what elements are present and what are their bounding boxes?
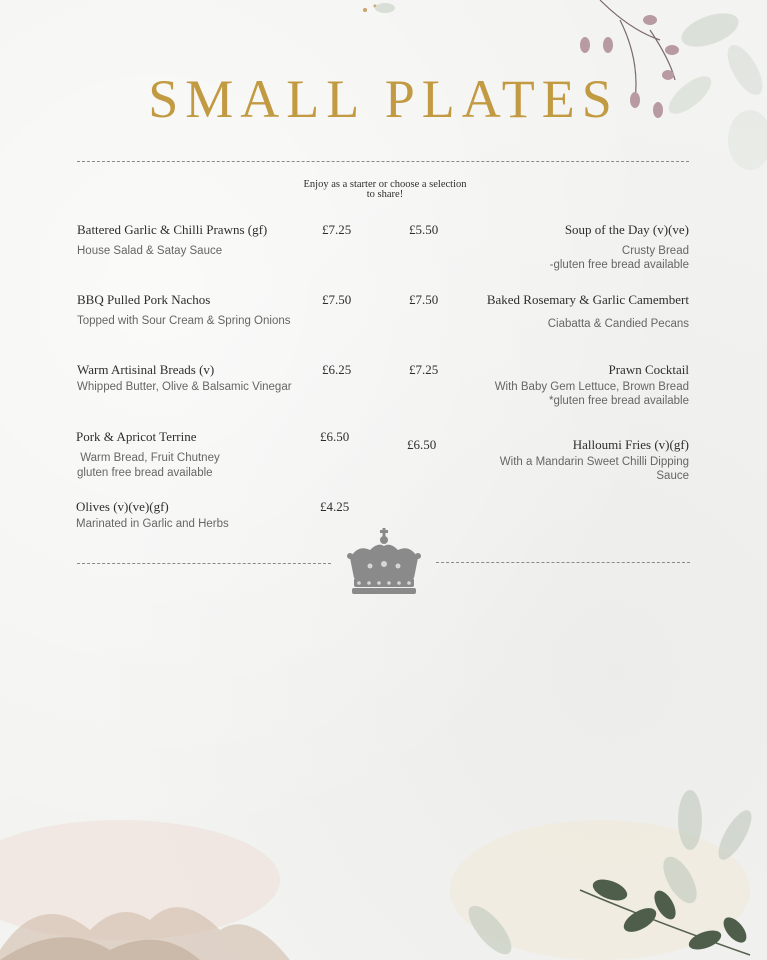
- item-name: Baked Rosemary & Garlic Camembert: [486, 292, 689, 307]
- item-desc: Marinated in Garlic and Herbs: [76, 518, 229, 530]
- item-price: £7.25: [409, 362, 439, 377]
- item-desc: -gluten free bread available: [549, 259, 689, 271]
- divider-bottom-right: [436, 562, 690, 563]
- item-desc: Whipped Butter, Olive & Balsamic Vinegar: [77, 381, 292, 393]
- item-desc: Topped with Sour Cream & Spring Onions: [77, 315, 291, 327]
- watercolor-decoration-icon: [0, 820, 330, 960]
- item-name: BBQ Pulled Pork Nachos: [77, 292, 211, 307]
- item-price: £7.50: [409, 292, 439, 307]
- item-desc: With a Mandarin Sweet Chilli Dipping: [499, 456, 689, 468]
- item-price: £4.25: [320, 499, 350, 514]
- item-desc: gluten free bread available: [77, 467, 213, 479]
- item-name: Warm Artisinal Breads (v): [77, 362, 215, 377]
- item-price: £6.50: [407, 437, 437, 452]
- item-price: £6.25: [322, 362, 352, 377]
- floral-decoration-icon: [345, 0, 395, 25]
- item-desc: With Baby Gem Lettuce, Brown Bread: [494, 381, 689, 393]
- item-price: £5.50: [409, 222, 439, 237]
- item-desc: Sauce: [656, 470, 689, 482]
- divider-top: [77, 161, 689, 162]
- divider-bottom-left: [77, 563, 331, 564]
- crown-icon: [344, 528, 424, 596]
- item-desc: Warm Bread, Fruit Chutney: [77, 452, 220, 464]
- floral-decoration-icon: [450, 780, 767, 960]
- item-price: £7.50: [322, 292, 352, 307]
- item-desc: Crusty Bread: [621, 245, 689, 257]
- item-desc: House Salad & Satay Sauce: [77, 245, 223, 257]
- item-name: Battered Garlic & Chilli Prawns (gf): [77, 222, 268, 237]
- item-desc: Ciabatta & Candied Pecans: [547, 318, 689, 330]
- item-name: Prawn Cocktail: [608, 362, 689, 377]
- page-title: SMALL PLATES: [148, 69, 619, 129]
- item-desc: *gluten free bread available: [548, 395, 689, 407]
- item-name: Soup of the Day (v)(ve): [564, 222, 689, 237]
- item-price: £7.25: [322, 222, 352, 237]
- item-name: Pork & Apricot Terrine: [76, 429, 197, 444]
- item-price: £6.50: [320, 429, 350, 444]
- item-name: Halloumi Fries (v)(gf): [572, 437, 689, 452]
- item-name: Olives (v)(ve)(gf): [76, 499, 169, 514]
- tagline: Enjoy as a starter or choose a selection to share!: [303, 179, 467, 200]
